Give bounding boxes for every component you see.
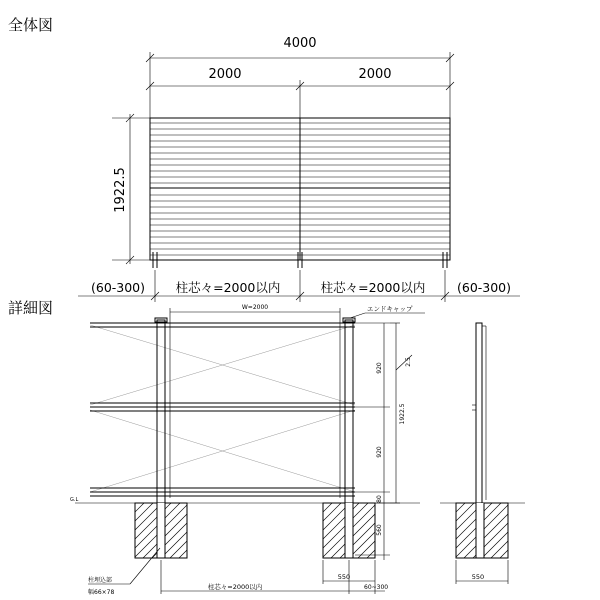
embed-label: 柱埋込部 xyxy=(88,577,113,584)
dim-560-label: 560 xyxy=(376,524,383,536)
detail-vertical-dimensions xyxy=(355,323,412,560)
concrete-hatch-line xyxy=(500,550,508,558)
concrete-hatch-line xyxy=(456,503,474,521)
span-left-label: 2000 xyxy=(208,67,242,82)
concrete-hatch-line xyxy=(135,503,144,512)
end-cap-leader xyxy=(350,313,425,318)
dim-1922-5-label: 1922.5 xyxy=(399,403,406,425)
panel-width-label: W=2000 xyxy=(241,304,269,311)
edge-right-label: (60-300) xyxy=(456,280,512,295)
embed-size-label: 幅66×78 xyxy=(88,589,115,596)
overall-fence xyxy=(150,118,450,268)
dim-920-top-label: 920 xyxy=(376,362,383,374)
overall-height-label: 1922.5 xyxy=(113,167,128,213)
pitch-right-label: 柱芯々=2000以内 xyxy=(320,280,426,295)
pitch-bottom-label: 柱芯々=2000以内 xyxy=(207,583,263,591)
dim-80-label: 80 xyxy=(376,495,383,503)
detail-cross-bracing xyxy=(90,325,355,492)
pitch-left-label: 柱芯々=2000以内 xyxy=(175,280,281,295)
concrete-hatch-line xyxy=(367,550,375,558)
side-foundation-width-label: 550 xyxy=(471,573,485,581)
overall-dimensions xyxy=(112,52,454,264)
foundation-dimensions xyxy=(161,560,385,594)
detail-rails xyxy=(90,323,355,496)
concrete-hatch-line xyxy=(358,541,375,558)
total-width-label: 4000 xyxy=(283,36,317,51)
dim-2-5-label: 2.5 xyxy=(405,357,412,367)
edge-left-label: (60-300) xyxy=(90,280,146,295)
end-cap-label: エンドキャップ xyxy=(367,305,413,313)
gl-label: G.L xyxy=(70,497,79,503)
concrete-hatch-line xyxy=(135,503,171,539)
detail-title: 詳細図 xyxy=(8,299,54,317)
concrete-hatch-line xyxy=(491,541,508,558)
edge-range-label: 60~300 xyxy=(364,584,389,591)
side-view xyxy=(440,323,525,584)
concrete-hatch-line xyxy=(179,550,187,558)
concrete-hatch-line xyxy=(323,503,359,539)
overall-title: 全体図 xyxy=(8,16,54,34)
foundation-width-label: 550 xyxy=(337,573,351,581)
concrete-hatch-line xyxy=(135,503,153,521)
concrete-hatch-line xyxy=(170,541,187,558)
dim-920-bottom-label: 920 xyxy=(376,446,383,458)
concrete-hatch-line xyxy=(323,503,341,521)
concrete-hatch-line xyxy=(464,514,508,558)
concrete-hatch-line xyxy=(456,503,465,512)
detail-foundations xyxy=(135,503,375,558)
concrete-hatch-line xyxy=(323,503,332,512)
concrete-hatch-line xyxy=(456,503,492,539)
span-right-label: 2000 xyxy=(358,67,392,82)
